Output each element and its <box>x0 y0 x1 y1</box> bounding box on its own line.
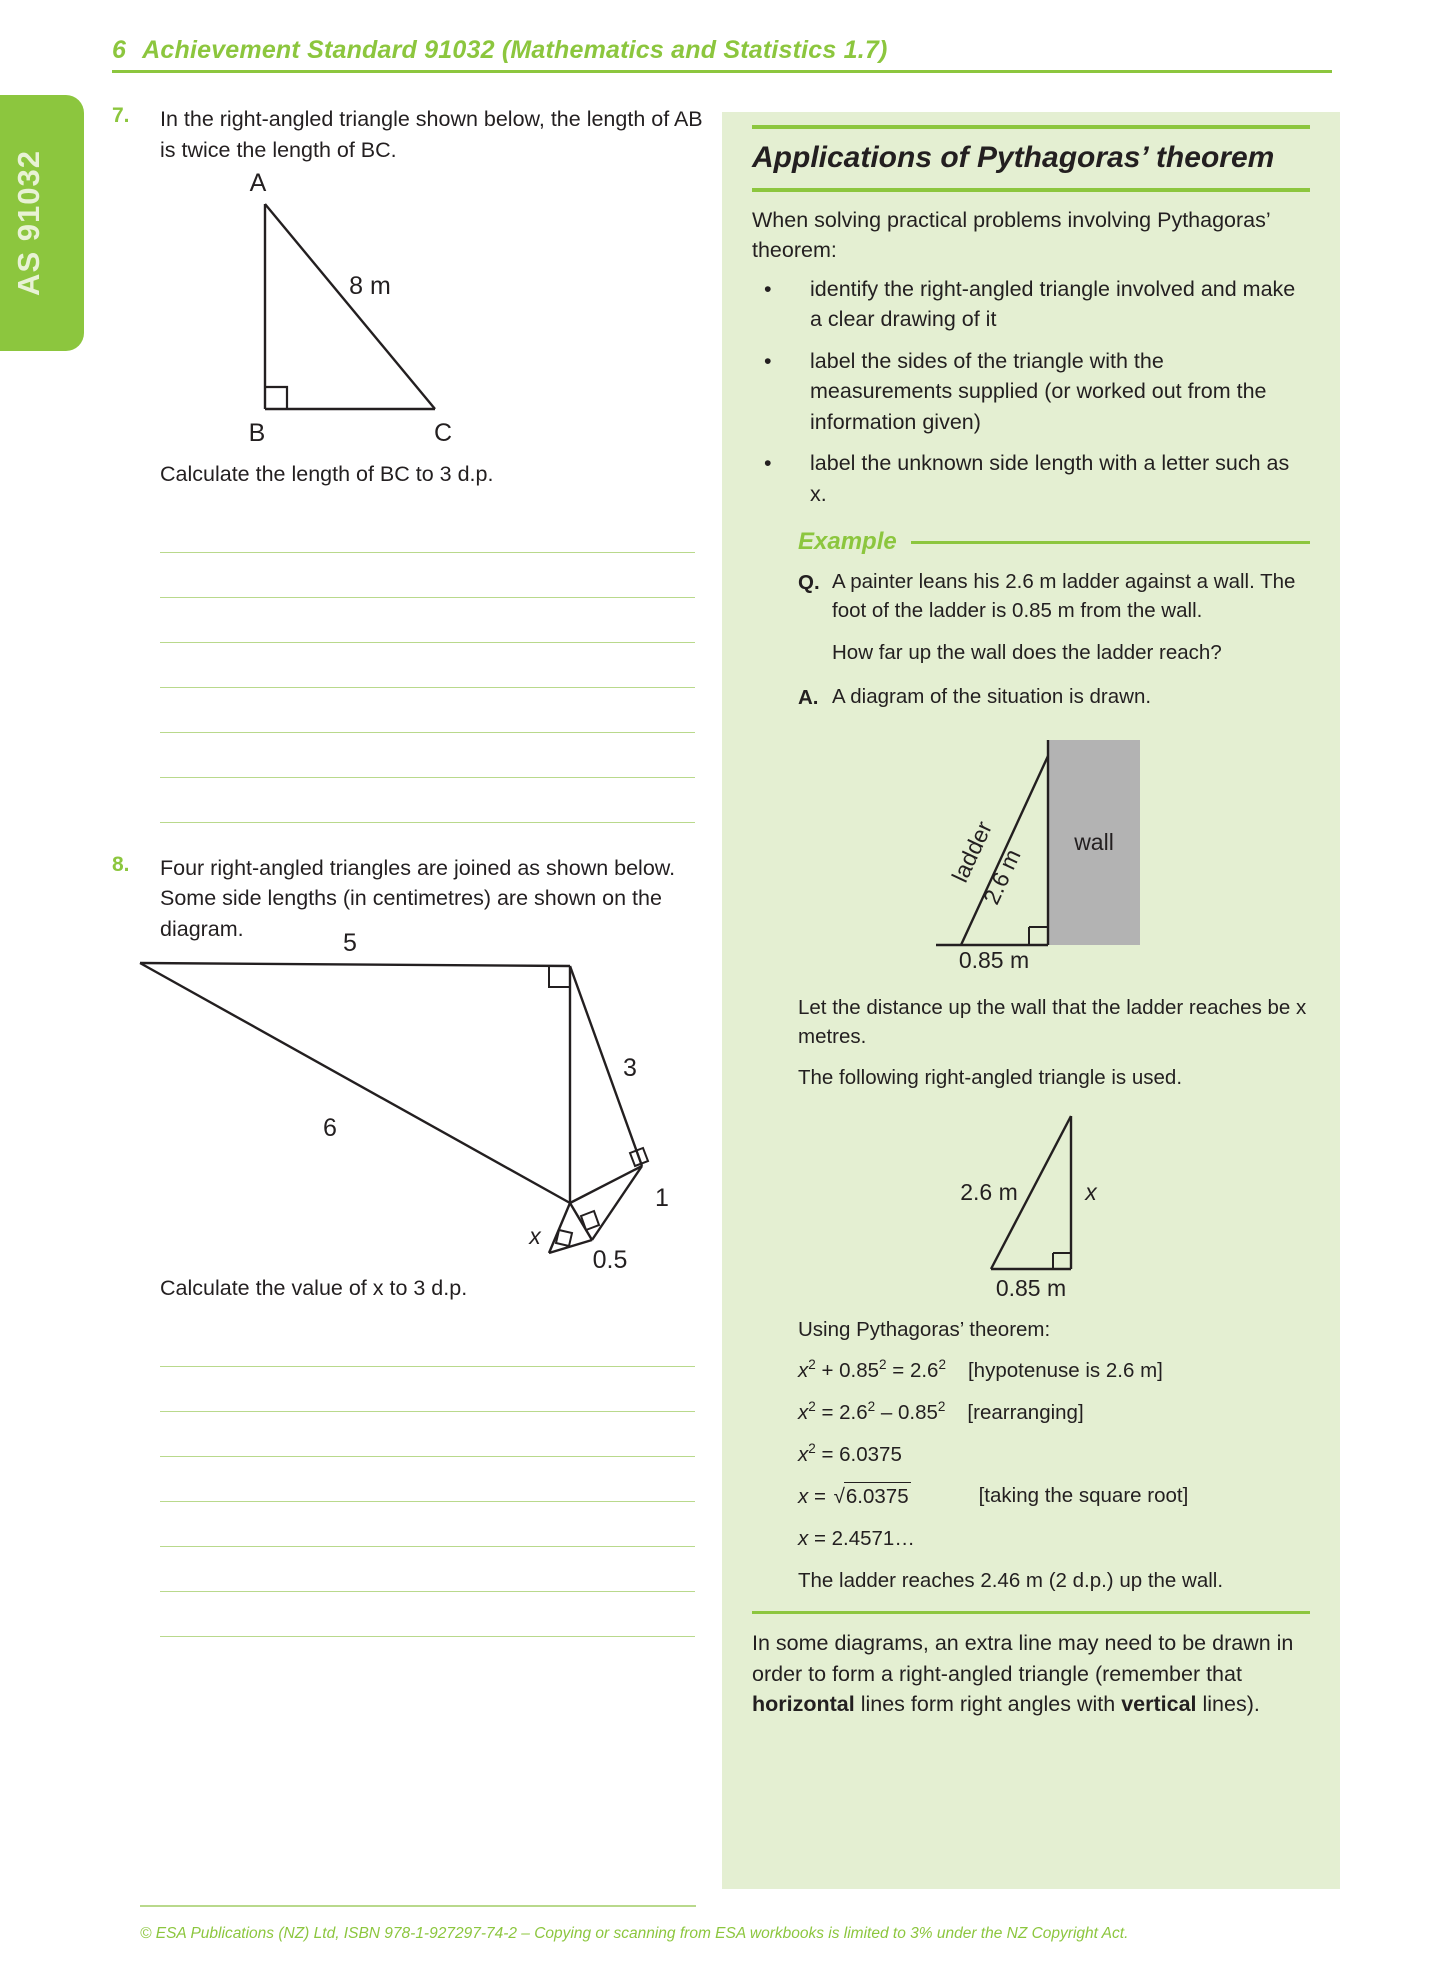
bullet-icon: • <box>764 348 772 373</box>
equation-step <box>798 1441 1310 1470</box>
equation-lhs: $x^2 + 0.85^2 = 2.6^2$ <box>798 1357 946 1383</box>
example-divider <box>911 541 1310 544</box>
panel-bullet-list <box>752 274 1310 510</box>
question-body: A painter leans his 2.6 m ladder against a wall. The foot of the ladder is 0.85 m from the wall. <box>832 570 1296 622</box>
question-8-caption <box>160 1273 712 1304</box>
using-pythagoras-text: Using Pythagoras’ theorem: <box>798 1317 1051 1341</box>
page-header <box>112 36 1332 73</box>
question-tag: Q. <box>798 571 820 595</box>
example-question-2: How far up the wall does the ladder reach? <box>832 640 1222 664</box>
example-label: Example <box>798 528 897 556</box>
working-steps <box>752 1316 1310 1596</box>
answer-line[interactable] <box>160 1367 695 1412</box>
answer-line[interactable] <box>160 1322 695 1367</box>
equation-note: [hypotenuse is 2.6 m] <box>967 1359 1163 1383</box>
vertex-label-c: C <box>433 419 453 448</box>
page-title <box>112 36 1332 65</box>
side-label-3: 3 <box>623 1054 637 1083</box>
right-triangle-svg <box>881 1101 1181 1301</box>
conclusion-text: The ladder reaches 2.46 m (2 d.p.) up the wall. <box>798 1568 1224 1592</box>
let-text: Let the distance up the wall that the ladder reaches be x metres. <box>798 996 1307 1048</box>
equation-step <box>798 1399 1310 1428</box>
answer-line[interactable] <box>160 778 695 823</box>
example-question <box>752 568 1310 625</box>
base-length-label: 0.85 m <box>958 947 1030 974</box>
side-label-5: 5 <box>343 929 357 958</box>
question-7 <box>112 104 712 165</box>
question-7-diagram <box>160 169 712 459</box>
answer-line[interactable] <box>160 1412 695 1457</box>
equation-lhs: x = 2.4571… <box>798 1527 915 1551</box>
ladder-wall-svg <box>866 722 1196 972</box>
ladder-wall-diagram <box>752 722 1310 981</box>
question-8-caption-text: Calculate the value of x to 3 d.p. <box>160 1276 468 1301</box>
list-item <box>752 448 1310 509</box>
right-triangle-diagram <box>752 1101 1310 1310</box>
question-7-number: 7. <box>112 104 130 127</box>
footer-divider <box>140 1905 696 1907</box>
equation-note: [rearranging] <box>967 1400 1084 1424</box>
answer-line[interactable] <box>160 643 695 688</box>
question-8-number: 8. <box>112 852 130 876</box>
bullet-text: identify the right-angled triangle involved and make a clear drawing of it <box>810 276 1296 332</box>
answer-line[interactable] <box>160 598 695 643</box>
side-label-1: 1 <box>655 1184 669 1213</box>
answer-line[interactable] <box>160 1502 695 1547</box>
equation-lhs: $x^2 = 2.6^2 - 0.85^2$ <box>798 1399 946 1424</box>
unknown-side-label: x <box>1085 1179 1097 1206</box>
side-label-6: 6 <box>323 1114 337 1143</box>
bullet-text: label the sides of the triangle with the measurements supplied (or worked out from the information given) <box>810 348 1267 434</box>
triangle-abc-svg <box>160 169 580 459</box>
example-header <box>752 525 1310 559</box>
answer-line[interactable] <box>160 508 695 553</box>
triangle-base-label: 0.85 m <box>995 1275 1067 1302</box>
equation-lhs: x = √6.0375 <box>798 1482 911 1512</box>
footer-copyright: © ESA Publications (NZ) Ltd, ISBN 978-1-927297-74-2 – Copying or scanning from ESA workbooks is limited to 3% under the NZ Copyright Act. <box>140 1925 1129 1942</box>
answer-intro: A diagram of the situation is drawn. <box>832 685 1152 709</box>
question-7-answer-lines <box>160 508 712 823</box>
answer-tag: A. <box>798 686 819 710</box>
side-label-8m: 8 m <box>349 272 391 301</box>
equation-lhs: $x^2 = 6.0375$ <box>798 1440 902 1466</box>
page-number: 6 <box>112 36 127 64</box>
question-7-text: In the right-angled triangle shown below, the length of AB is twice the length of BC. <box>160 107 703 162</box>
equation-step <box>798 1482 1310 1512</box>
vertex-label-b: B <box>248 419 266 448</box>
panel-closing-text: In some diagrams, an extra line may need to be drawn in order to form a right-angled triangle (remember that horizontal lines form right angles with vertical lines). <box>752 1631 1294 1717</box>
side-label-0-5: 0.5 <box>592 1246 628 1275</box>
answer-line[interactable] <box>160 1547 695 1592</box>
left-column <box>112 104 712 1637</box>
vertex-label-a: A <box>249 169 267 198</box>
wall-label: wall <box>1074 829 1114 856</box>
answer-line[interactable] <box>160 688 695 733</box>
question-8-diagram <box>122 929 712 1275</box>
side-tab-label: AS 91032 <box>11 150 46 296</box>
bullet-icon: • <box>764 276 772 301</box>
answer-line[interactable] <box>160 1457 695 1502</box>
answer-line[interactable] <box>160 1592 695 1637</box>
question-7-caption: Calculate the length of BC to 3 d.p. <box>160 462 494 487</box>
bullet-text <box>810 448 1310 509</box>
example-answer <box>752 683 1310 712</box>
panel-intro: When solving practical problems involving Pythagoras’ theorem: <box>752 207 1270 263</box>
bullet-text-3: label the unknown side length with a letter such as x. <box>810 451 1290 506</box>
question-8-answer-lines <box>160 1322 712 1637</box>
question-8-text: Four right-angled triangles are joined as shown below. Some side lengths (in centimetres) are shown on the diagram. <box>160 855 676 941</box>
following-text: The following right-angled triangle is used. <box>798 1066 1183 1090</box>
panel-title: Applications of Pythagoras’ theorem <box>752 141 1275 174</box>
hypotenuse-label: 2.6 m <box>960 1179 1018 1206</box>
header-divider <box>112 70 1332 73</box>
page-title-text: Achievement Standard 91032 (Mathematics and Statistics 1.7) <box>142 36 888 64</box>
answer-line[interactable] <box>160 733 695 778</box>
panel-body <box>752 192 1310 1596</box>
ladder-label: ladder <box>946 817 998 887</box>
equation-step <box>798 1525 1310 1554</box>
standard-side-tab <box>0 95 84 351</box>
list-item <box>752 274 1310 335</box>
bullet-icon: • <box>764 451 772 476</box>
side-label-x: x <box>529 1223 541 1250</box>
theory-panel <box>722 112 1340 1889</box>
answer-line[interactable] <box>160 553 695 598</box>
four-triangles-svg <box>122 929 682 1275</box>
question-8 <box>112 853 712 945</box>
ladder-length-label: 2.6 m <box>977 845 1026 909</box>
list-item <box>752 346 1310 438</box>
equation-note: [taking the square root] <box>978 1484 1189 1508</box>
equation-step <box>798 1357 1310 1386</box>
